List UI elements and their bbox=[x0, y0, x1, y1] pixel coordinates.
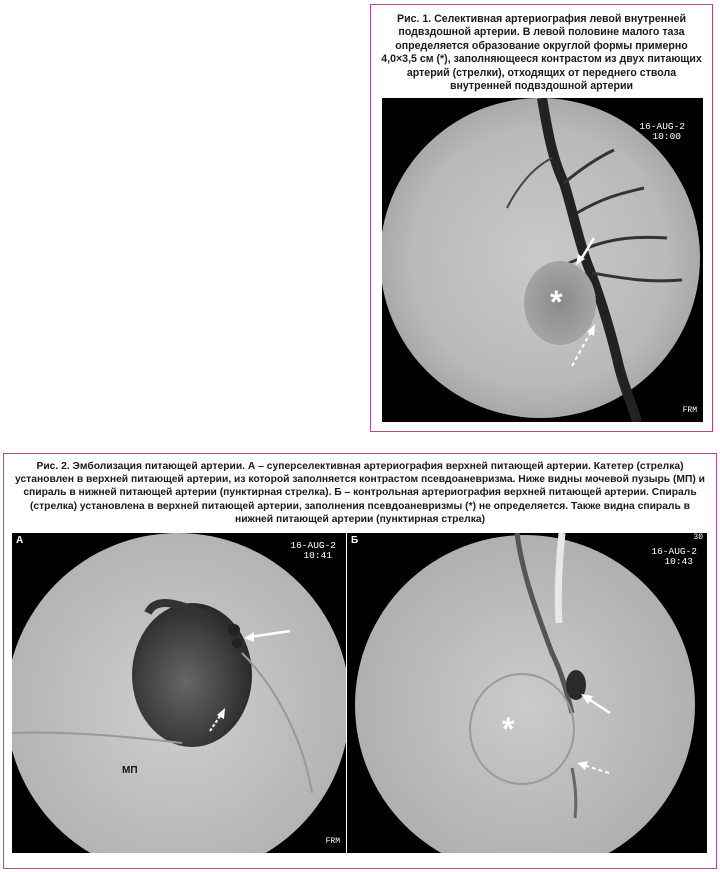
panel-a-time: 10:41 bbox=[303, 550, 332, 561]
angiogram-image-b bbox=[347, 533, 707, 853]
pseudoaneurysm-asterisk: * bbox=[502, 711, 515, 747]
angiogram-image-1 bbox=[382, 98, 703, 422]
panel-a-corner-text: FRM bbox=[325, 837, 340, 846]
figure-1 bbox=[370, 4, 713, 432]
date-label: 16-AUG-2 bbox=[639, 121, 685, 132]
figure-1-angiogram bbox=[382, 98, 703, 422]
corner-text: FRM bbox=[682, 406, 697, 415]
figure-1-caption: Рис. 1. Селективная артериография левой внутренней подвздошной артерии. В левой половине малого таза определяется образование округлой формы примерно 4,0×3,5 см (*), заполняющееся контрастом из двух питающих артерий (стрелки), отходящих от переднего ствола внутренней подвздошной артерии bbox=[381, 13, 702, 93]
angiogram-image-a bbox=[12, 533, 346, 853]
panel-b-angiogram bbox=[347, 533, 707, 853]
panel-b-letter: Б bbox=[351, 535, 359, 546]
time-label: 10:00 bbox=[652, 131, 681, 142]
figure-2-caption: Рис. 2. Эмболизация питающей артерии. А – суперселективная артериография верхней питающей артерии. Катетер (стрелка) установлен в верхней питающей артерии, из которой заполняется контрастом псевдоаневризма. Ниже видны мочевой пузырь (МП) и спираль в нижней питающей артерии (пунктирная стрелка). Б – контрольная артериография верхней питающей артерии. Спираль (стрелка) установлена в верхней питающей артерии, заполнения псевдоаневризмы (*) не определяется. Также видна спираль в нижней питающей артерии (пунктирная стрелка) bbox=[14, 461, 705, 525]
pseudoaneurysm-asterisk: * bbox=[550, 284, 563, 320]
panel-a-angiogram bbox=[12, 533, 346, 853]
panel-b-date: 16-AUG-2 bbox=[651, 546, 697, 557]
figure-2 bbox=[3, 453, 717, 869]
panel-b-time: 10:43 bbox=[664, 556, 693, 567]
panel-b-corner-text: 30 bbox=[693, 533, 703, 542]
panel-a-letter: А bbox=[16, 535, 24, 546]
bladder-label: МП bbox=[122, 765, 138, 776]
panel-a-date: 16-AUG-2 bbox=[290, 540, 336, 551]
